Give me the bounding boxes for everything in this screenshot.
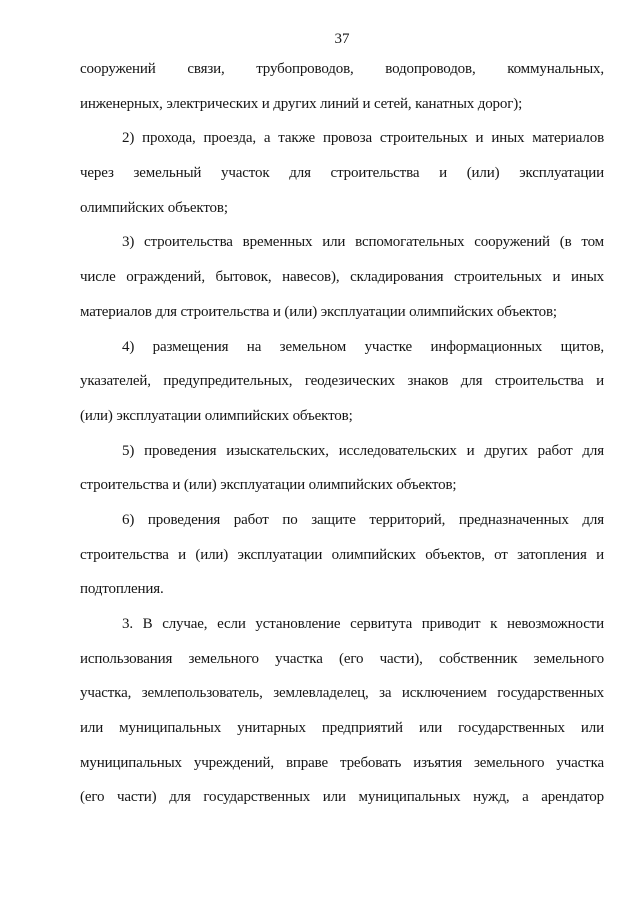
text-line: (или) эксплуатации олимпийских объектов; bbox=[80, 407, 353, 424]
page-number: 37 bbox=[334, 31, 350, 47]
text-line: (его части) для государственных или муниципальных нужд, а арендатор bbox=[80, 789, 604, 806]
text-line: 5) проведения изыскательских, исследовательских и других работ для bbox=[122, 442, 604, 459]
text-line: участка, землепользователь, землевладелец, за исключением государственных bbox=[80, 685, 604, 702]
text-line: или муниципальных унитарных предприятий или государственных или bbox=[80, 720, 604, 737]
text-line: сооружений связи, трубопроводов, водопроводов, коммунальных, bbox=[80, 61, 604, 77]
text-line: строительства и (или) эксплуатации олимпийских объектов; bbox=[80, 477, 457, 494]
text-line: через земельный участок для строительства и (или) эксплуатации bbox=[80, 165, 604, 182]
text-line: 4) размещения на земельном участке информационных щитов, bbox=[122, 338, 604, 355]
document-text-body bbox=[80, 52, 604, 815]
text-line: 2) прохода, проезда, а также провоза строительных и иных материалов bbox=[122, 130, 604, 147]
text-line: строительства и (или) эксплуатации олимпийских объектов, от затопления и bbox=[80, 546, 604, 563]
text-line: материалов для строительства и (или) эксплуатации олимпийских объектов; bbox=[80, 303, 557, 320]
text-line: 3) строительства временных или вспомогательных сооружений (в том bbox=[122, 234, 604, 251]
text-line: 6) проведения работ по защите территорий, предназначенных для bbox=[122, 511, 604, 528]
text-line: 3. В случае, если установление сервитута приводит к невозможности bbox=[122, 616, 604, 632]
text-line: числе ограждений, бытовок, навесов), складирования строительных и иных bbox=[80, 269, 604, 286]
text-line: указателей, предупредительных, геодезических знаков для строительства и bbox=[80, 373, 604, 390]
text-line: инженерных, электрических и других линий и сетей, канатных дорог); bbox=[80, 95, 523, 112]
text-line: олимпийских объектов; bbox=[80, 199, 228, 216]
text-line: использования земельного участка (его части), собственник земельного bbox=[80, 650, 604, 667]
text-line: подтопления. bbox=[80, 581, 164, 598]
text-line: муниципальных учреждений, вправе требовать изъятия земельного участка bbox=[80, 754, 604, 771]
